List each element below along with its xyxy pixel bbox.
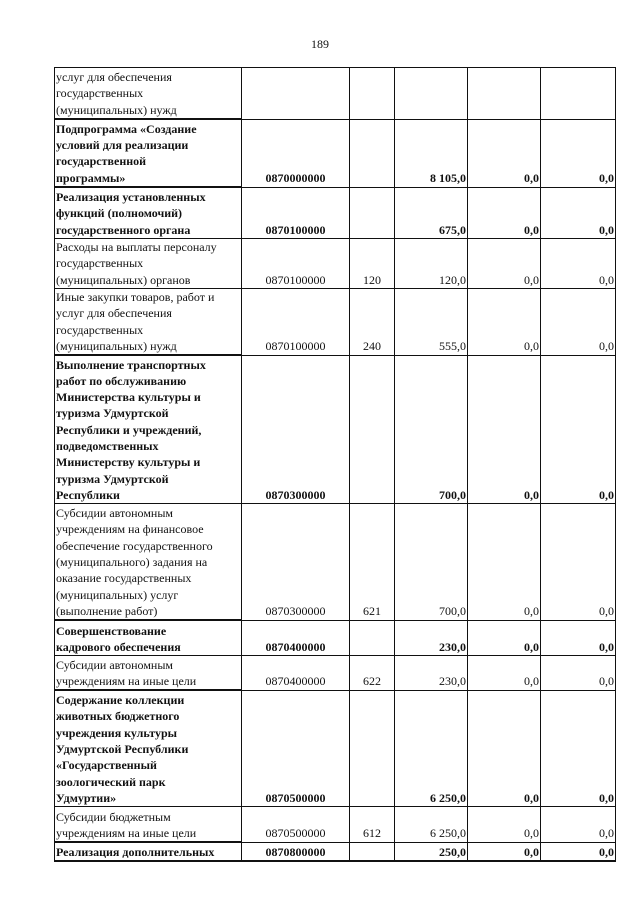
table-row	[55, 504, 616, 621]
row-name-cell: услуг для обеспечения государственных (муниципальных) нужд	[55, 68, 242, 120]
row-expense-type-cell	[350, 119, 395, 187]
row-year3-cell: 0,0	[541, 187, 616, 239]
row-expense-type-cell	[350, 355, 395, 504]
row-name-cell: Субсидии автономным учреждениям на финансовое обеспечение государственного (муниципального) задания на оказание государственных (муниципальных) услуг (выполнение работ)	[55, 504, 242, 621]
table-row	[55, 119, 616, 187]
row-name-cell: Выполнение транспортных работ по обслуживанию Министерства культуры и туризма Удмуртской Республики и учреждений, подведомственных Министерству культуры и туризма Удмуртской Республики	[55, 355, 242, 504]
table-row	[55, 355, 616, 504]
row-amount-cell: 120,0	[395, 239, 468, 289]
row-year3-cell: 0,0	[541, 690, 616, 807]
row-code-cell: 0870100000	[242, 239, 350, 289]
row-name-cell: Реализация установленных функций (полномочий) государственного органа	[55, 187, 242, 239]
row-amount-cell: 700,0	[395, 355, 468, 504]
row-year2-cell: 0,0	[468, 807, 541, 843]
row-year3-cell: 0,0	[541, 656, 616, 691]
row-expense-type-cell	[350, 620, 395, 656]
row-year2-cell: 0,0	[468, 620, 541, 656]
row-expense-type-cell: 612	[350, 807, 395, 843]
row-code-cell: 0870400000	[242, 656, 350, 691]
row-amount-cell: 675,0	[395, 187, 468, 239]
row-code-cell: 0870300000	[242, 355, 350, 504]
row-code-cell: 0870800000	[242, 842, 350, 861]
table-row	[55, 187, 616, 239]
table-row	[55, 620, 616, 656]
row-year3-cell: 0,0	[541, 289, 616, 356]
row-name-cell: Иные закупки товаров, работ и услуг для обеспечения государственных (муниципальных) нужд	[55, 289, 242, 356]
row-expense-type-cell: 622	[350, 656, 395, 691]
row-name-cell: Субсидии бюджетным учреждениям на иные цели	[55, 807, 242, 843]
row-amount-cell: 555,0	[395, 289, 468, 356]
row-year2-cell	[468, 68, 541, 120]
row-name-cell: Подпрограмма «Создание условий для реализации государственной программы»	[55, 119, 242, 187]
table-body	[55, 68, 616, 862]
row-year3-cell: 0,0	[541, 119, 616, 187]
row-year2-cell: 0,0	[468, 842, 541, 861]
table-row	[55, 68, 616, 120]
row-expense-type-cell	[350, 187, 395, 239]
table-row	[55, 842, 616, 861]
row-year2-cell: 0,0	[468, 289, 541, 356]
row-expense-type-cell: 120	[350, 239, 395, 289]
row-name-cell: Содержание коллекции животных бюджетного учреждения культуры Удмуртской Республики «Государственный зоологический парк Удмуртии»	[55, 690, 242, 807]
table-row	[55, 239, 616, 289]
row-year3-cell: 0,0	[541, 842, 616, 861]
row-amount-cell	[395, 68, 468, 120]
row-year3-cell: 0,0	[541, 807, 616, 843]
row-code-cell: 0870500000	[242, 807, 350, 843]
row-code-cell	[242, 68, 350, 120]
row-code-cell: 0870400000	[242, 620, 350, 656]
row-code-cell: 0870500000	[242, 690, 350, 807]
row-name-cell: Субсидии автономным учреждениям на иные цели	[55, 656, 242, 691]
row-code-cell: 0870000000	[242, 119, 350, 187]
row-amount-cell: 250,0	[395, 842, 468, 861]
row-year3-cell: 0,0	[541, 504, 616, 621]
row-amount-cell: 230,0	[395, 620, 468, 656]
row-amount-cell: 8 105,0	[395, 119, 468, 187]
row-year3-cell	[541, 68, 616, 120]
page-number: 189	[311, 37, 329, 51]
row-year2-cell: 0,0	[468, 504, 541, 621]
row-year3-cell: 0,0	[541, 355, 616, 504]
row-year2-cell: 0,0	[468, 119, 541, 187]
row-amount-cell: 230,0	[395, 656, 468, 691]
row-name-cell: Совершенствование кадрового обеспечения	[55, 620, 242, 656]
row-expense-type-cell: 621	[350, 504, 395, 621]
row-expense-type-cell	[350, 842, 395, 861]
table-row	[55, 807, 616, 843]
row-amount-cell: 700,0	[395, 504, 468, 621]
row-expense-type-cell	[350, 690, 395, 807]
row-amount-cell: 6 250,0	[395, 807, 468, 843]
row-code-cell: 0870100000	[242, 187, 350, 239]
row-year2-cell: 0,0	[468, 187, 541, 239]
budget-table	[54, 67, 616, 862]
row-year2-cell: 0,0	[468, 355, 541, 504]
row-year3-cell: 0,0	[541, 239, 616, 289]
row-name-cell: Реализация дополнительных	[55, 842, 242, 861]
row-expense-type-cell: 240	[350, 289, 395, 356]
row-year2-cell: 0,0	[468, 656, 541, 691]
row-year2-cell: 0,0	[468, 690, 541, 807]
row-amount-cell: 6 250,0	[395, 690, 468, 807]
row-code-cell: 0870300000	[242, 504, 350, 621]
table-row	[55, 690, 616, 807]
row-code-cell: 0870100000	[242, 289, 350, 356]
table-row	[55, 289, 616, 356]
row-expense-type-cell	[350, 68, 395, 120]
row-year3-cell: 0,0	[541, 620, 616, 656]
row-name-cell: Расходы на выплаты персоналу государственных (муниципальных) органов	[55, 239, 242, 289]
row-year2-cell: 0,0	[468, 239, 541, 289]
table-row	[55, 656, 616, 691]
